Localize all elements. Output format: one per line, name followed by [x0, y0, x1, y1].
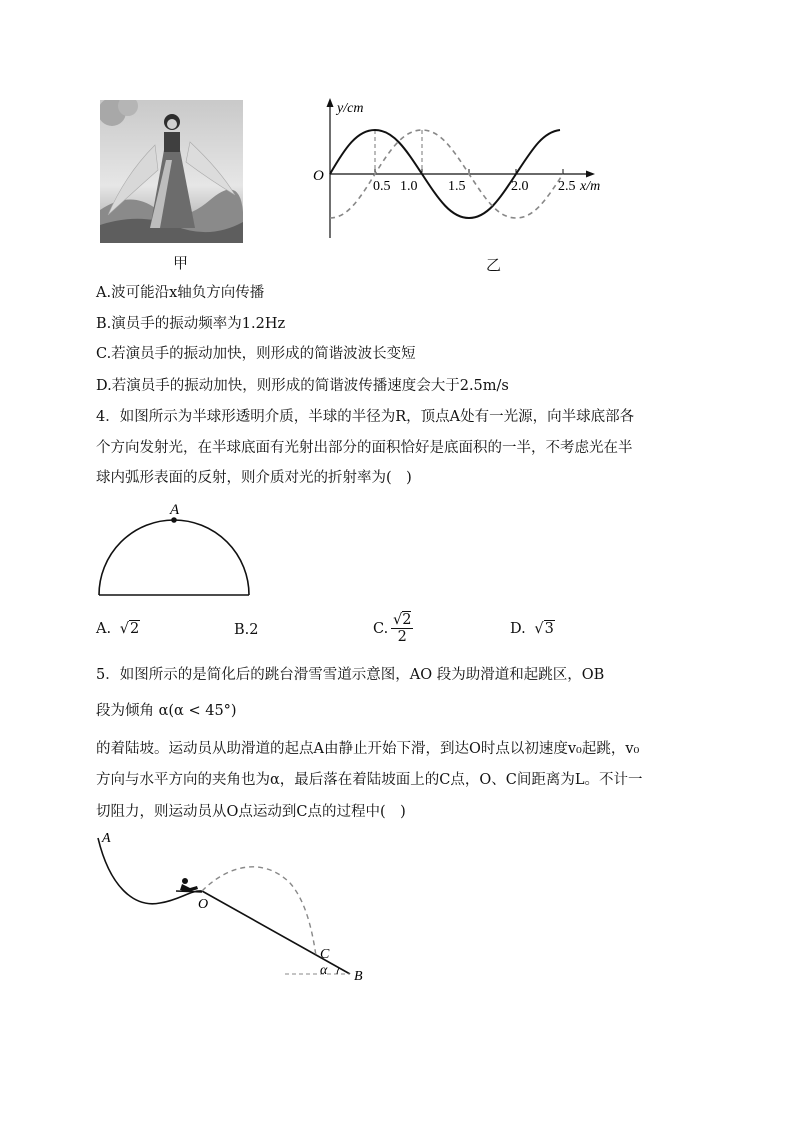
q5-stem-line-3: 的着陆坡。运动员从助滑道的起点A由静止开始下滑，到达O时点以初速度v₀起跳，v₀ — [96, 741, 640, 757]
y-axis-arrow — [327, 98, 334, 107]
light-source-dot — [171, 517, 177, 523]
q4-option-a — [96, 621, 140, 637]
trajectory — [202, 867, 316, 956]
q5-stem-line-4: 方向与水平方向的夹角也为α，最后落在着陆坡面上的C点，O、C间距离为L。不计一 — [96, 772, 643, 788]
label-o: O — [198, 897, 209, 912]
q4-option-b: B.2 — [234, 622, 259, 638]
origin-label: O — [313, 168, 324, 184]
label-b: B — [354, 969, 363, 984]
dancer-photo-drawing — [100, 100, 243, 243]
q4-stem-line-1: 4．如图所示为半球形透明介质，半球的半径为R，顶点A处有一光源，向半球底部各 — [96, 409, 635, 425]
q4-option-c-prefix: C. — [373, 620, 389, 637]
q3-option-b: B.演员手的振动频率为1.2Hz — [96, 316, 286, 332]
dancer-photo — [100, 100, 243, 243]
q5-stem-line-2: 段为倾角 α(α < 45°) — [96, 703, 237, 719]
x-tick-1.0: 1.0 — [400, 179, 418, 194]
hemisphere-arc — [99, 520, 249, 595]
x-tick-2.5: 2.5 — [558, 179, 576, 194]
q4-stem-line-3: 球内弧形表面的反射，则介质对光的折射率为( ) — [96, 470, 412, 486]
q4-option-d — [510, 621, 555, 637]
q3-option-d: D.若演员手的振动加快，则形成的简谐波传播速度会大于2.5m/s — [96, 378, 509, 394]
sqrt-sign: √ — [392, 612, 403, 628]
x-tick-1.5: 1.5 — [448, 179, 466, 194]
photo-caption: 甲 — [173, 254, 189, 272]
label-c: C — [320, 947, 330, 962]
q4-option-d-value: 3 — [544, 621, 554, 637]
label-a: A — [170, 502, 180, 518]
sqrt-sign: √ — [119, 621, 129, 637]
in-run-curve — [98, 838, 202, 904]
angle-arc — [337, 968, 339, 974]
y-axis-label: y/cm — [337, 101, 364, 116]
fraction — [391, 612, 413, 645]
x-tick-2.0: 2.0 — [511, 179, 529, 194]
q5-stem-line-1: 5．如图所示的是简化后的跳台滑雪雪道示意图，AO 段为助滑道和起跳区，OB — [96, 667, 605, 683]
x-tick-0.5: 0.5 — [373, 179, 391, 194]
q3-option-a: A.波可能沿x轴负方向传播 — [96, 285, 265, 301]
hemisphere-figure — [90, 498, 260, 603]
label-alpha: α — [320, 963, 328, 978]
wave-graph — [305, 96, 615, 246]
q3-option-c: C.若演员手的振动加快，则形成的简谐波波长变短 — [96, 346, 416, 362]
q4-option-a-value: 2 — [129, 621, 140, 637]
skier-icon — [176, 878, 202, 892]
fraction-numerator: √2 — [392, 612, 412, 628]
graph-caption: 乙 — [486, 256, 502, 274]
ski-jump-figure — [90, 828, 380, 988]
q4-option-c — [373, 612, 413, 645]
q4-option-d-prefix: D. — [510, 621, 526, 637]
label-a: A — [102, 831, 111, 846]
q5-stem-line-5: 切阻力，则运动员从O点运动到C点的过程中( ) — [96, 804, 406, 820]
q4-stem-line-2: 个方向发射光，在半球底面有光射出部分的面积恰好是底面积的一半，不考虑光在半 — [96, 440, 633, 456]
fraction-denominator: 2 — [397, 629, 407, 645]
sqrt-sign: √ — [534, 621, 544, 637]
q4-option-a-prefix: A. — [96, 621, 112, 637]
x-axis-arrow — [586, 171, 595, 178]
x-axis-label: x/m — [580, 179, 601, 194]
